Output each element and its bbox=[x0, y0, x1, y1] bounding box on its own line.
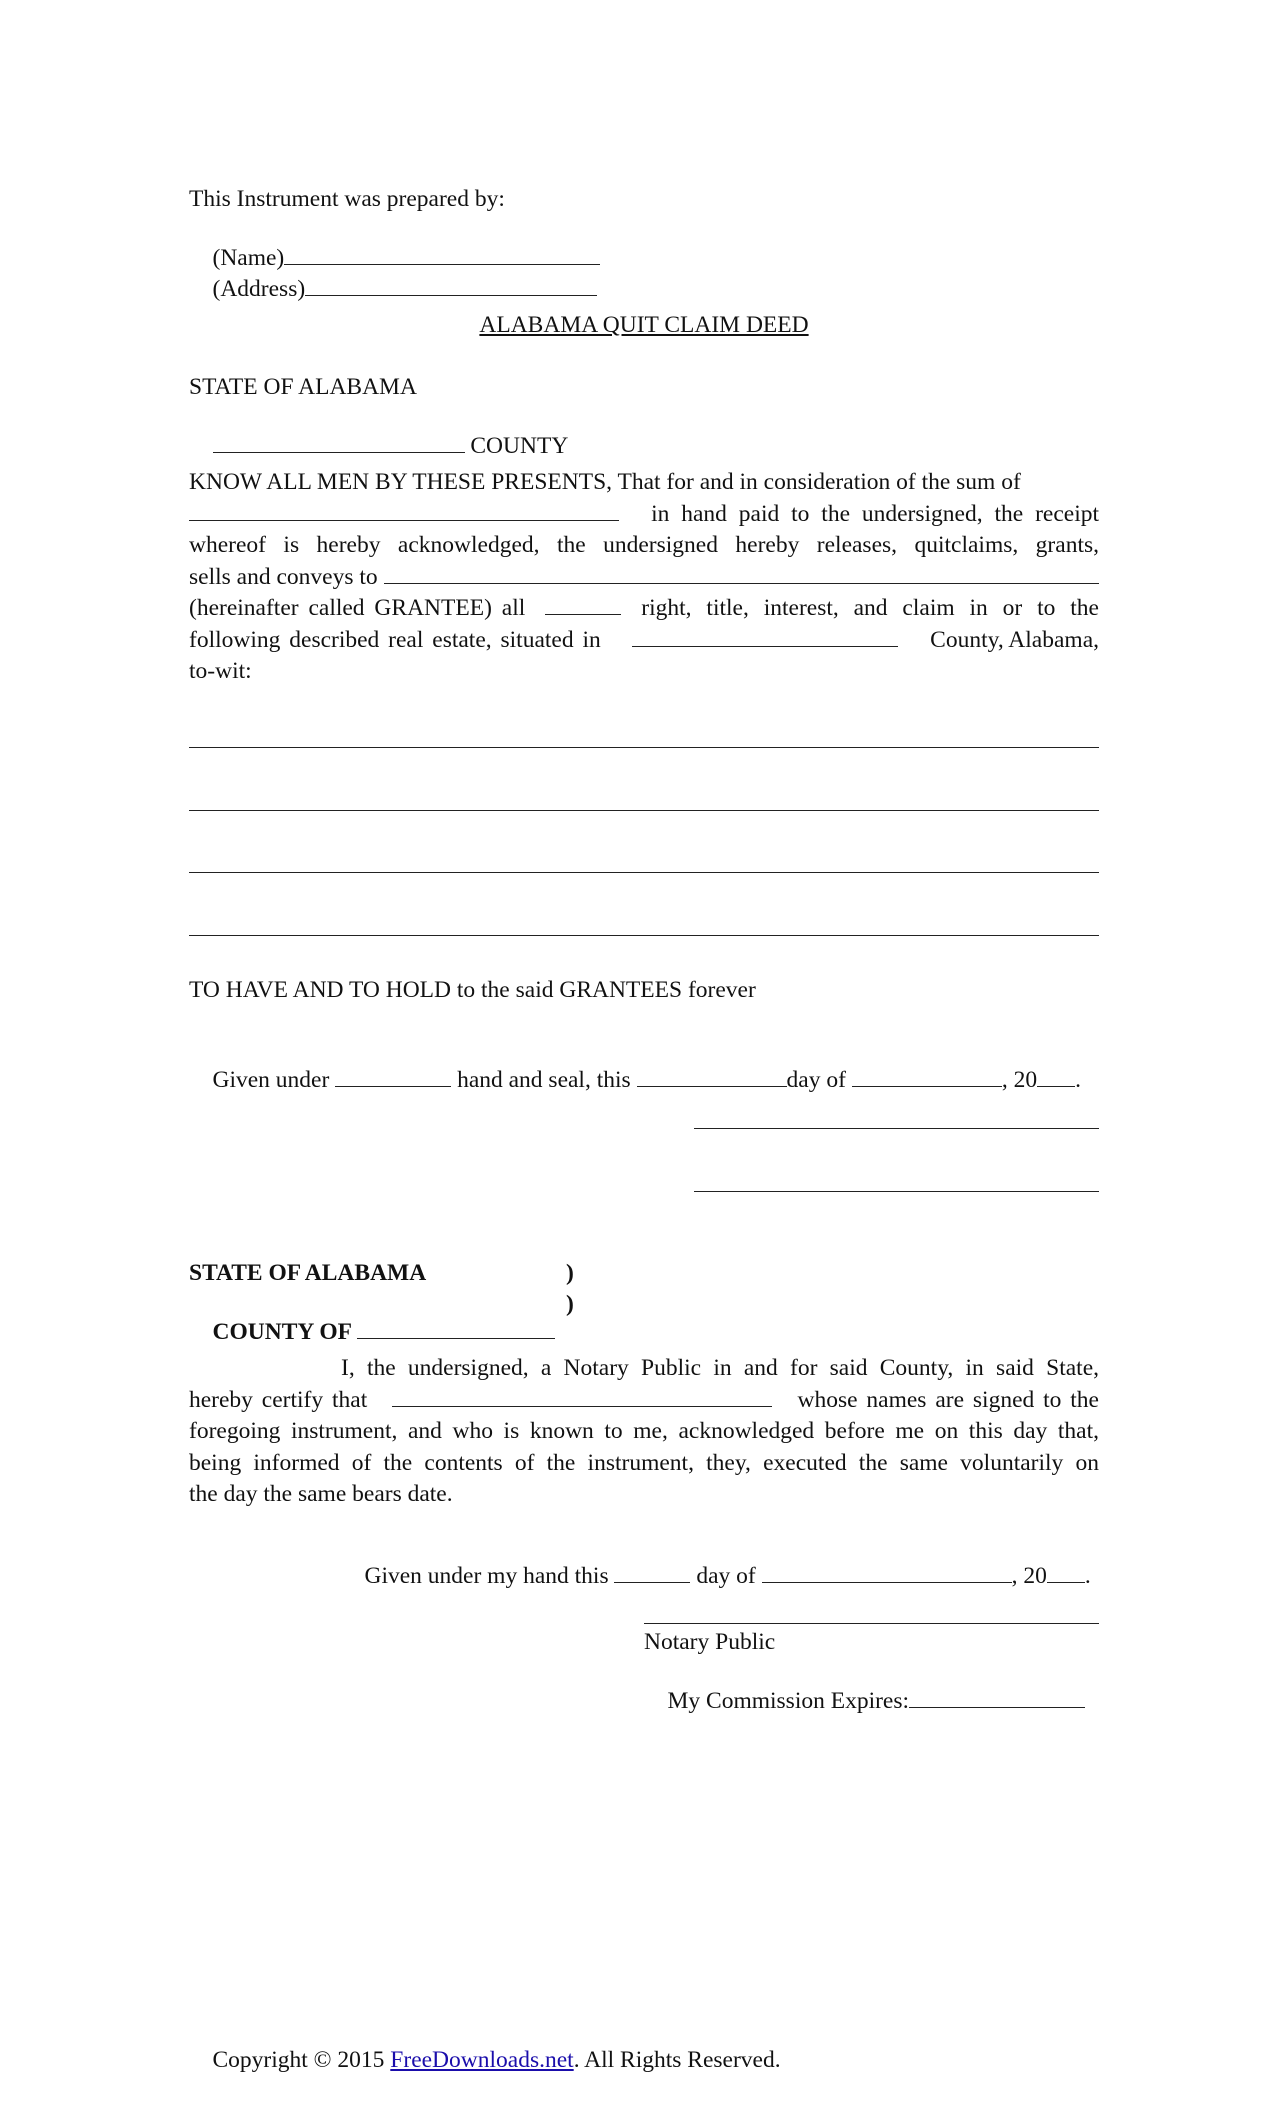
notary-given-text-b: day of bbox=[696, 1563, 756, 1589]
ack-county-blank[interactable] bbox=[357, 1318, 555, 1339]
rights-text: . All Rights Reserved. bbox=[573, 2047, 781, 2073]
habendum-clause: TO HAVE AND TO HOLD to the said GRANTEES forever bbox=[189, 977, 756, 1003]
prepared-address-label: (Address) bbox=[212, 276, 306, 302]
legal-description-line-4[interactable] bbox=[189, 935, 1099, 936]
p1-text-f2: County, Alabama, bbox=[930, 626, 1099, 653]
p1-text-d: sells and conveys to bbox=[189, 563, 378, 590]
copyright-text: Copyright © 2015 bbox=[212, 2047, 391, 2073]
conveyance-paragraph bbox=[189, 467, 1099, 688]
given-text-a: Given under bbox=[212, 1067, 330, 1093]
grantor-signature-line-2[interactable] bbox=[694, 1191, 1099, 1192]
given-text-c: day of bbox=[786, 1067, 846, 1093]
p1-text-e1: (hereinafter called GRANTEE) all bbox=[189, 595, 526, 621]
notary-text-b2: whose names are signed to the bbox=[797, 1386, 1099, 1413]
p1-line-6 bbox=[189, 625, 1099, 657]
notary-signature-line[interactable] bbox=[644, 1623, 1099, 1624]
situated-county-blank[interactable] bbox=[632, 626, 898, 647]
legal-description-line-1[interactable] bbox=[189, 747, 1099, 748]
given-text-d: , 20 bbox=[1001, 1067, 1038, 1093]
given-day-blank[interactable] bbox=[637, 1066, 787, 1087]
prepared-address-blank[interactable] bbox=[305, 275, 597, 296]
notary-line-4: being informed of the contents of the instrument, they, executed the same voluntarily on bbox=[189, 1449, 1099, 1476]
commission-row bbox=[644, 1659, 1085, 1743]
notary-given-text-d: . bbox=[1084, 1563, 1091, 1589]
state-label: STATE OF ALABAMA bbox=[189, 374, 417, 400]
p1-line-2 bbox=[189, 499, 1099, 531]
notary-day-blank[interactable] bbox=[614, 1562, 690, 1583]
notary-public-label: Notary Public bbox=[644, 1629, 776, 1655]
p1-text-b: in hand paid to the undersigned, the receipt bbox=[651, 500, 1099, 527]
notary-given-text-c: , 20 bbox=[1011, 1563, 1047, 1589]
p1-line-4 bbox=[189, 562, 1099, 594]
grantee-blank[interactable] bbox=[384, 563, 1099, 584]
notary-paragraph bbox=[189, 1353, 1099, 1511]
notary-given-text-a: Given under my hand this bbox=[364, 1563, 609, 1589]
p1-text-f1: following described real estate, situated in bbox=[189, 626, 601, 653]
p1-line-7: to-wit: bbox=[189, 658, 252, 684]
ack-paren-1: ) bbox=[566, 1260, 574, 1286]
given-under-row bbox=[189, 1038, 1081, 1122]
legal-description-line-3[interactable] bbox=[189, 872, 1099, 873]
notary-year-blank[interactable] bbox=[1047, 1562, 1085, 1583]
consideration-blank[interactable] bbox=[189, 500, 619, 521]
notary-line-3: foregoing instrument, and who is known to me, acknowledged before me on this day that, bbox=[189, 1418, 1099, 1444]
prepared-name-label: (Name) bbox=[212, 245, 285, 271]
p1-line-3: whereof is hereby acknowledged, the undersigned hereby releases, quitclaims, grants, bbox=[189, 532, 1099, 558]
legal-description-line-2[interactable] bbox=[189, 810, 1099, 811]
notary-given-row bbox=[341, 1534, 1091, 1618]
given-year-blank[interactable] bbox=[1037, 1066, 1075, 1087]
notary-line-2 bbox=[189, 1385, 1099, 1417]
given-month-blank[interactable] bbox=[852, 1066, 1002, 1087]
notary-line-1: I, the undersigned, a Notary Public in and for said County, in said State, bbox=[341, 1355, 1099, 1381]
p1-text-e2: right, title, interest, and claim in or to the bbox=[641, 595, 1099, 621]
copyright-footer bbox=[189, 2018, 781, 2102]
prepared-by-heading: This Instrument was prepared by: bbox=[189, 186, 505, 212]
notary-text-b1: hereby certify that bbox=[189, 1386, 368, 1413]
county-label: COUNTY bbox=[470, 433, 569, 459]
p1-text-a: KNOW ALL MEN BY THESE PRESENTS, That for and in consideration of the sum of bbox=[189, 469, 1021, 495]
grantor-signature-line-1[interactable] bbox=[694, 1128, 1099, 1129]
freedownloads-link[interactable]: FreeDownloads.net bbox=[390, 2047, 574, 2073]
document-title: ALABAMA QUIT CLAIM DEED bbox=[479, 312, 809, 338]
p1-line-5 bbox=[189, 593, 1099, 625]
commission-blank[interactable] bbox=[909, 1687, 1085, 1708]
commission-label: My Commission Expires: bbox=[667, 1688, 910, 1714]
given-text-e: . bbox=[1075, 1067, 1081, 1093]
given-text-b: hand and seal, this bbox=[457, 1067, 631, 1093]
notary-names-blank[interactable] bbox=[392, 1386, 772, 1407]
ack-paren-2: ) bbox=[566, 1291, 574, 1317]
p1-line-1 bbox=[189, 467, 1099, 499]
county-blank[interactable] bbox=[213, 432, 465, 453]
notary-month-blank[interactable] bbox=[762, 1562, 1012, 1583]
interest-blank[interactable] bbox=[545, 594, 621, 615]
given-whose-blank[interactable] bbox=[335, 1066, 451, 1087]
ack-county-label: COUNTY OF bbox=[212, 1319, 352, 1345]
ack-state-label: STATE OF ALABAMA bbox=[189, 1260, 427, 1286]
notary-line-5: the day the same bears date. bbox=[189, 1481, 453, 1507]
